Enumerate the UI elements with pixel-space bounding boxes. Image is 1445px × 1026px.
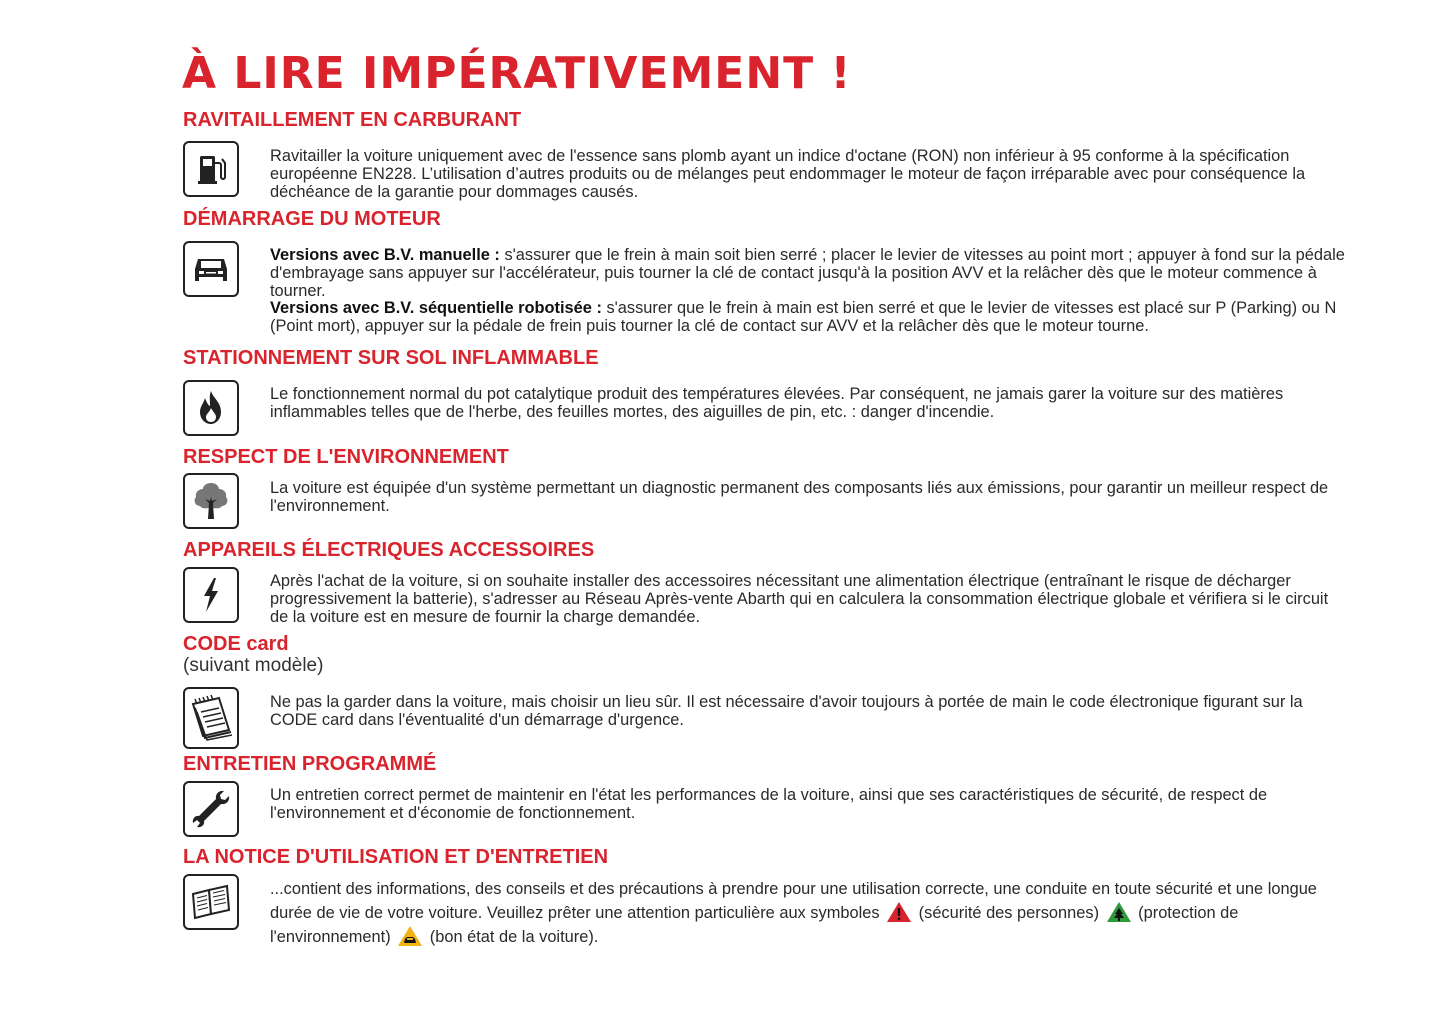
heading-electrical-accessories: APPAREILS ÉLECTRIQUES ACCESSOIRES — [183, 539, 595, 561]
red-warning-triangle-icon — [886, 901, 912, 923]
heading-flammable-ground: STATIONNEMENT SUR SOL INFLAMMABLE — [183, 347, 599, 369]
fuel-text: Ravitailler la voiture uniquement avec de l'essence sans plomb ayant un indice d'octane (RON) non inférieur à 95 conforme à la spécification européenne EN228. L’utilisation d’autres produits ou de mélanges peut endommager le moteur de façon irréparable avec pour conséquence la déchéance de la garantie pour dommages causés. — [270, 147, 1306, 201]
owner-manual-text-d: (bon état de la voiture). — [425, 928, 599, 946]
tree-icon — [183, 473, 239, 529]
lightning-icon — [183, 567, 239, 623]
green-tree-triangle-icon — [1106, 901, 1132, 923]
electrical-accessories-text: Après l'achat de la voiture, si on souhaite installer des accessoires nécessitant une alimentation électrique (entraînant le risque de décharger progressivement la batterie), s'adresser au Réseau Après-vente Abarth qui en calculera la consommation électrique globale et vérifiera si le circuit de la voiture est en mesure de fournir la charge demandée. — [270, 572, 1329, 626]
code-card-text: Ne pas la garder dans la voiture, mais choisir un lieu sûr. Il est nécessaire d'avoir toujours à portée de main le code électronique figurant sur la CODE card dans l'éventualité d'un démarrage d'urgence. — [270, 693, 1303, 729]
heading-scheduled-maintenance: ENTRETIEN PROGRAMMÉ — [183, 753, 437, 775]
scheduled-maintenance-text: Un entretien correct permet de maintenir en l'état les performances de la voiture, ainsi que ses caractéristiques de sécurité, de respect de l'environnement et d'économie de fonctionnement. — [270, 786, 1268, 822]
page-title: À LIRE IMPÉRATIVEMENT ! — [182, 48, 852, 99]
fuel-pump-icon — [183, 141, 239, 197]
heading-environment: RESPECT DE L'ENVIRONNEMENT — [183, 446, 509, 468]
yellow-car-triangle-icon — [397, 925, 423, 947]
flammable-ground-text: Le fonctionnement normal du pot catalytique produit des températures élevées. Par conséquent, ne jamais garer la voiture sur des matières inflammables telles que de l'herbe, des feuilles mortes, des aiguilles de pin, etc. : danger d'incendie. — [270, 385, 1284, 421]
car-front-icon — [183, 241, 239, 297]
flame-icon — [183, 380, 239, 436]
heading-code-card: CODE card — [183, 633, 289, 655]
environment-text: La voiture est équipée d'un système permettant un diagnostic permanent des composants liés aux émissions, pour garantir un meilleur respect de l'environnement. — [270, 479, 1329, 515]
open-book-icon — [183, 874, 239, 930]
engine-start-text — [270, 247, 1345, 336]
code-card-notebook-icon — [183, 687, 239, 749]
owner-manual-text-b: (sécurité des personnes) — [914, 904, 1104, 922]
heading-engine-start: DÉMARRAGE DU MOTEUR — [183, 208, 441, 230]
robot-gearbox-text: s'assurer que le frein à main est bien serré et que le levier de vitesses est placé sur P (Parking) ou N (Point mort), appuyer sur la pédale de frein puis tourner la clé de contact sur AVV et la relâcher dès que le moteur tourne. — [270, 299, 1337, 336]
owner-manual-text-c: (protection de l'environnement) — [270, 904, 1239, 946]
robot-gearbox-label: Versions avec B.V. séquentielle robotisée : — [270, 299, 602, 318]
manual-gearbox-label: Versions avec B.V. manuelle : — [270, 246, 500, 264]
manual-gearbox-text: s'assurer que le frein à main soit bien serré ; placer le levier de vitesses au point mort ; appuyer à fond sur la pédale d'embrayage sans appuyer sur l'accélérateur, puis tourner la clé de contact jusqu'à la position AVV et la relâcher dès que le moteur commence à tourner. — [270, 246, 1345, 300]
heading-owner-manual: LA NOTICE D'UTILISATION ET D'ENTRETIEN — [183, 846, 609, 868]
owner-manual-text — [270, 878, 1345, 949]
owner-manual-text-a: ...contient des informations, des conseils et des précautions à prendre pour une utilisation correcte, une conduite en toute sécurité et une longue durée de vie de votre voiture. Veuillez prêter une attention particulière aux symboles — [270, 880, 1317, 922]
code-card-subheading: (suivant modèle) — [183, 655, 324, 676]
wrench-icon — [183, 781, 239, 837]
heading-fuel: RAVITAILLEMENT EN CARBURANT — [183, 109, 522, 131]
